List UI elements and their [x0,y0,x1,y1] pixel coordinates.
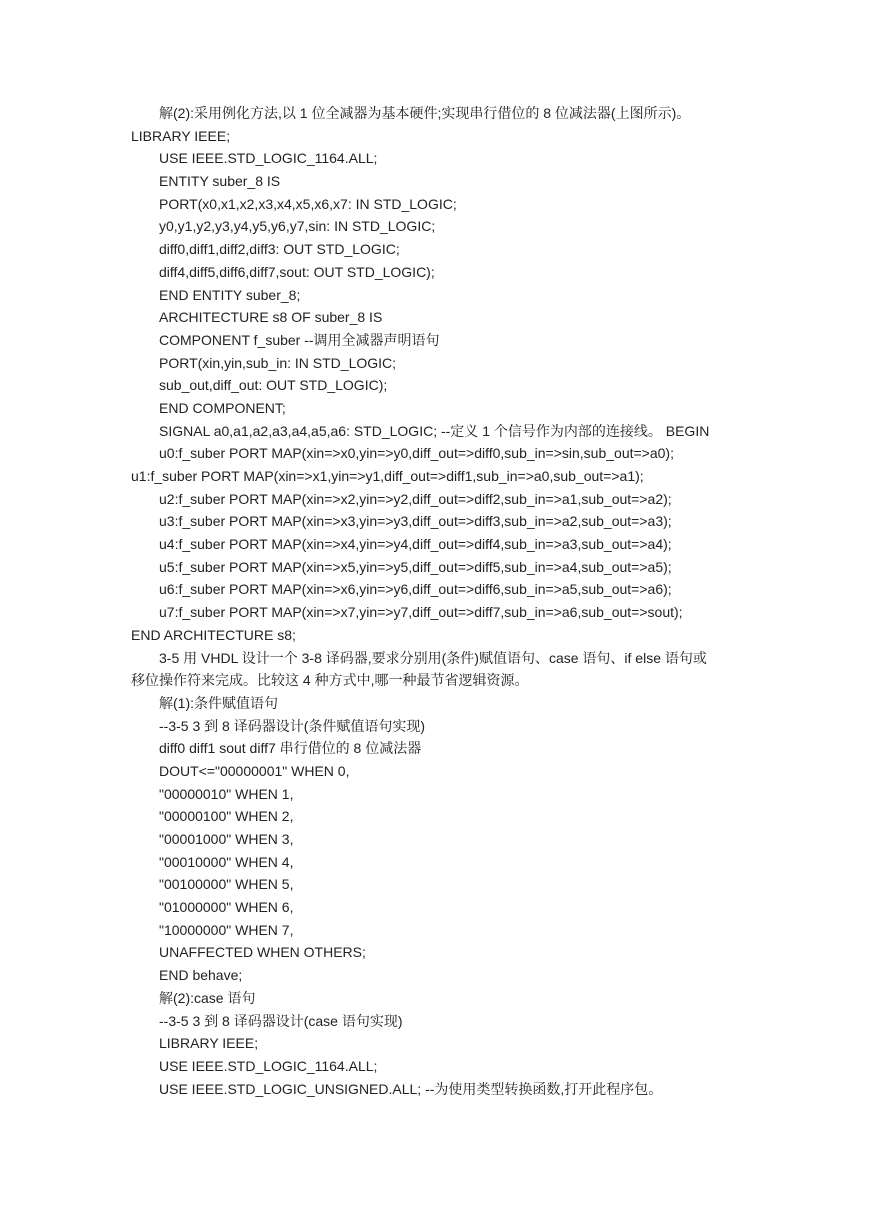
text-line: PORT(x0,x1,x2,x3,x4,x5,x6,x7: IN STD_LOGIC; [159,195,457,212]
text-line: u2:f_suber PORT MAP(xin=>x2,yin=>y2,diff_out=>diff2,sub_in=>a1,sub_out=>a2); [159,490,672,507]
text-line: u6:f_suber PORT MAP(xin=>x6,yin=>y6,diff_out=>diff6,sub_in=>a5,sub_out=>a6); [159,581,672,598]
text-line: "00001000" WHEN 3, [159,831,294,847]
text-line: u1:f_suber PORT MAP(xin=>x1,yin=>y1,diff_out=>diff1,sub_in=>a0,sub_out=>a1); [131,468,644,484]
text-line: DOUT<="00000001" WHEN 0, [159,762,350,779]
text-line: u3:f_suber PORT MAP(xin=>x3,yin=>y3,diff_out=>diff3,sub_in=>a2,sub_out=>a3); [159,513,672,530]
text-line: 3-5 用 VHDL 设计一个 3-8 译码器,要求分别用(条件)赋值语句、case 语句、if else 语句或 [159,649,707,666]
text-line: END behave; [159,967,243,984]
text-line: "00000010" WHEN 1, [159,785,294,802]
text-line: END COMPONENT; [159,399,286,416]
text-line: ENTITY suber_8 IS [159,173,281,190]
text-line: diff0,diff1,diff2,diff3: OUT STD_LOGIC; [159,241,400,258]
text-line: diff4,diff5,diff6,diff7,sout: OUT STD_LOGIC); [159,263,435,280]
text-line: PORT(xin,yin,sub_in: IN STD_LOGIC; [159,354,397,371]
text-line: "00100000" WHEN 5, [159,876,294,893]
text-line: END ENTITY suber_8; [159,286,301,303]
text-line: u0:f_suber PORT MAP(xin=>x0,yin=>y0,diff_out=>diff0,sub_in=>sin,sub_out=>a0); [159,445,674,462]
text-line: u7:f_suber PORT MAP(xin=>x7,yin=>y7,diff_out=>diff7,sub_in=>a6,sub_out=>sout); [159,604,683,621]
text-line: diff0 diff1 sout diff7 串行借位的 8 位减法器 [159,740,422,757]
document-body [131,102,751,1100]
text-line: LIBRARY IEEE; [159,1035,259,1052]
text-line: sub_out,diff_out: OUT STD_LOGIC); [159,377,388,394]
text-line: LIBRARY IEEE; [131,127,231,144]
text-line: y0,y1,y2,y3,y4,y5,y6,y7,sin: IN STD_LOGIC; [159,218,436,235]
text-line: u5:f_suber PORT MAP(xin=>x5,yin=>y5,diff_out=>diff5,sub_in=>a4,sub_out=>a5); [159,558,672,575]
text-line: --3-5 3 到 8 译码器设计(case 语句实现) [159,1012,403,1029]
text-line: UNAFFECTED WHEN OTHERS; [159,944,366,961]
text-line: 移位操作符来完成。比较这 4 种方式中,哪一种最节省逻辑资源。 [131,672,529,689]
text-line: END ARCHITECTURE s8; [131,626,296,643]
text-line: SIGNAL a0,a1,a2,a3,a4,a5,a6: STD_LOGIC; --定义 1 个信号作为内部的连接线。 BEGIN [159,422,710,439]
text-line: "00010000" WHEN 4, [159,853,294,870]
text-line: 解(1):条件赋值语句 [159,694,278,711]
text-line: ARCHITECTURE s8 OF suber_8 IS [159,309,383,326]
text-line: "01000000" WHEN 6, [159,899,294,916]
text-line: USE IEEE.STD_LOGIC_1164.ALL; [159,1057,378,1074]
text-line: "00000100" WHEN 2, [159,808,294,825]
text-line: --3-5 3 到 8 译码器设计(条件赋值语句实现) [159,717,426,734]
text-line: COMPONENT f_suber --调用全减器声明语句 [159,331,440,348]
text-line: "10000000" WHEN 7, [159,921,294,938]
text-line: USE IEEE.STD_LOGIC_UNSIGNED.ALL; --为使用类型转换函数,打开此程序包。 [159,1080,663,1097]
text-line: 解(2):case 语句 [159,989,256,1006]
text-line: USE IEEE.STD_LOGIC_1164.ALL; [159,150,378,167]
text-line: u4:f_suber PORT MAP(xin=>x4,yin=>y4,diff_out=>diff4,sub_in=>a3,sub_out=>a4); [159,536,672,553]
text-line: 解(2):采用例化方法,以 1 位全减器为基本硬件;实现串行借位的 8 位减法器(上图所示)。 [159,105,691,121]
